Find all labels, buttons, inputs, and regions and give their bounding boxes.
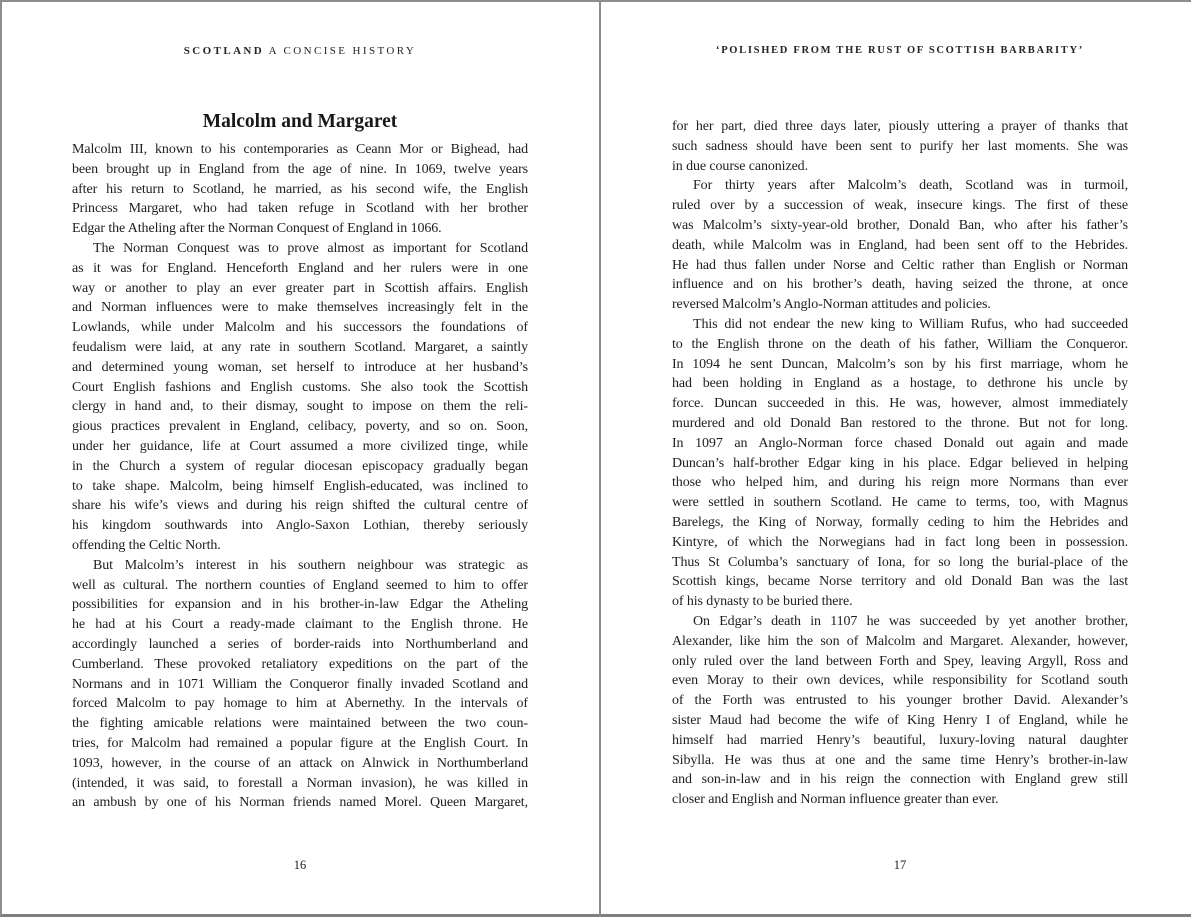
text-line: for her part, died three days later, piously uttering a prayer of thanks that — [672, 119, 1128, 134]
section-heading: Malcolm and Margaret — [202, 111, 398, 132]
text-line: clergy in hand and, to their dismay, sought to impose on them the reli- — [72, 399, 528, 415]
paragraph — [72, 140, 528, 239]
running-head-subtitle: A CONCISE HISTORY — [264, 45, 417, 57]
right-page — [672, 0, 1128, 917]
text-line: his kingdom southwards into Anglo-Saxon Lothian, thereby seriously — [72, 518, 528, 534]
text-line: Kintyre, of which the Norwegians had in fact long been in possession. — [672, 534, 1128, 550]
text-line: possibilities for expansion and in his brother-in-law Edgar the Atheling — [72, 597, 528, 613]
text-line: forced Malcolm to pay homage to him at Abernethy. In the intervals of — [72, 696, 528, 712]
text-line: and determined young woman, set herself to introduce at her husband’s — [72, 359, 528, 375]
text-line: Normans and in 1071 William the Conqueror finally invaded Scotland and — [72, 676, 528, 692]
text-line: For thirty years after Malcolm’s death, Scotland was in turmoil, — [693, 178, 1128, 194]
text-line: even Moray to their own devices, while responsibility for Scotland south — [672, 673, 1128, 689]
text-line: were settled in southern Scotland. He came to terms, too, with Magnus — [672, 495, 1128, 511]
text-line: He had thus fallen under Norse and Celtic rather than English or Norman — [672, 257, 1128, 273]
left-page — [72, 0, 528, 917]
text-line: as it was for England. Henceforth England and her rulers were in one — [72, 260, 528, 276]
text-line: Duncan’s half-brother Edgar king in his place. Edgar believed in helping — [672, 455, 1128, 471]
text-line: and Norman influences were to make themselves increasingly felt in the — [72, 300, 528, 316]
text-line: the fighting amicable relations were maintained between the two coun- — [72, 716, 528, 732]
text-line: On Edgar’s death in 1107 he was succeeded by yet another brother, — [693, 613, 1128, 629]
text-line: Scottish kings, became Norse territory and old Donald Ban was the last — [672, 574, 1128, 590]
text-line: way or another to play an ever greater part in Scottish affairs. English — [72, 280, 528, 296]
text-line: himself had married Henry’s beautiful, luxury-loving natural daughter — [672, 732, 1128, 748]
running-head-right: ‘POLISHED FROM THE RUST OF SCOTTISH BARBARITY’ — [716, 45, 1084, 56]
text-line: to take shape. Malcolm, being himself English-educated, was inclined to — [72, 478, 528, 494]
text-line: and son-in-law and in his reign the connection with England grew still — [672, 772, 1128, 788]
text-line: Malcolm III, known to his contemporaries as Ceann Mor or Bighead, had — [72, 142, 528, 157]
text-line: influence and on his brother’s death, having seized the throne, at once — [672, 277, 1128, 293]
text-line: tries, for Malcolm had remained a popular figure at the English Court. In — [72, 735, 528, 751]
running-head-left — [72, 45, 528, 57]
page-number-right: 17 — [893, 858, 907, 872]
text-line: he had at his Court a ready-made claimant to the English throne. He — [72, 617, 528, 633]
text-line: Cumberland. These provoked retaliatory expeditions on the part of the — [72, 656, 528, 672]
paragraph — [672, 315, 1128, 612]
text-line: feudalism were laid, at any rate in southern Scotland. Margaret, a saintly — [72, 339, 528, 355]
text-line: was Malcolm’s sixty-year-old brother, Donald Ban, who after his father’s — [672, 217, 1128, 233]
text-line: But Malcolm’s interest in his southern neighbour was strategic as — [93, 557, 528, 573]
right-page-body — [672, 117, 1128, 810]
text-line: well as cultural. The northern counties of England seemed to him to offer — [72, 577, 528, 593]
text-line: 1093, however, in the course of an attack on Alnwick in Northumberland — [72, 755, 528, 771]
text-line: (intended, it was said, to forestall a Norman invasion), he was killed in — [72, 775, 528, 791]
text-line: such sadness should have been sent to purify her last moments. She was — [672, 138, 1128, 154]
text-line: gious practices prevalent in England, celibacy, poverty, and so on. Soon, — [72, 419, 528, 435]
left-page-body — [72, 140, 528, 813]
text-line: Lowlands, while under Malcolm and his successors the foundations of — [72, 320, 528, 336]
text-line: force. Duncan succeeded in this. He was, however, almost immediately — [672, 396, 1128, 412]
text-line: an ambush by one of his Norman friends named Morel. Queen Margaret, — [72, 795, 528, 811]
text-line: ruled over by a succession of weak, insecure kings. The first of these — [672, 198, 1128, 214]
text-line: reversed Malcolm’s Anglo-Norman attitudes and policies. — [672, 297, 991, 313]
text-line: of the Forth was entrusted to his younger brother David. Alexander’s — [672, 693, 1128, 709]
text-line: Princess Margaret, who had taken refuge in Scotland with her brother — [72, 201, 528, 217]
text-line: death, while Malcolm was in England, had been sent off to the Hebrides. — [672, 237, 1128, 253]
text-line: accordingly launched a series of border-raids into Northumberland and — [72, 636, 528, 652]
text-line: sister Maud had become the wife of King Henry I of England, while he — [672, 712, 1128, 728]
text-line: in the Church a system of regular diocesan episcopacy gradually began — [72, 458, 528, 474]
text-line: of his dynasty to be buried there. — [672, 594, 853, 610]
text-line: to the English throne on the death of his father, William the Conqueror. — [672, 336, 1128, 352]
text-line: Alexander, like him the son of Malcolm and Margaret. Alexander, however, — [672, 633, 1128, 649]
page-gutter-divider — [599, 0, 601, 917]
text-line: only ruled over the land between Forth and Spey, leaving Argyll, Ross and — [672, 653, 1128, 669]
paragraph — [672, 176, 1128, 315]
paragraph — [72, 239, 528, 556]
text-line: under her guidance, life at Court assumed a more civilized tinge, while — [72, 438, 528, 454]
text-line: murdered and old Donald Ban restored to the throne. But not for long. — [672, 415, 1128, 431]
paragraph — [672, 117, 1128, 176]
text-line: those who helped him, and during his reign more Normans than ever — [672, 475, 1128, 491]
text-line: Thus St Columba’s sanctuary of Iona, for so long the burial-place of the — [672, 554, 1128, 570]
text-line: Court English fashions and English customs. She also took the Scottish — [72, 379, 528, 395]
text-line: This did not endear the new king to William Rufus, who had succeeded — [693, 316, 1128, 332]
running-head-book-title: SCOTLAND — [183, 45, 265, 57]
text-line: offending the Celtic North. — [72, 537, 221, 553]
text-line: Sibylla. He was thus at one and the same time Henry’s brother-in-law — [672, 752, 1128, 768]
page-number-left: 16 — [293, 858, 307, 872]
text-line: Barelegs, the King of Norway, formally ceding to him the Hebrides and — [672, 514, 1128, 530]
text-line: closer and English and Norman influence greater than ever. — [672, 792, 999, 808]
text-line: been brought up in England from the age of nine. In 1069, twelve years — [72, 161, 528, 177]
paragraph — [672, 612, 1128, 810]
text-line: after his return to Scotland, he married, as his second wife, the English — [72, 181, 528, 197]
text-line: In 1094 he sent Duncan, Malcolm’s son by his first marriage, whom he — [672, 356, 1128, 372]
text-line: Edgar the Atheling after the Norman Conquest of England in 1066. — [72, 221, 442, 237]
text-line: had been holding in England as a hostage, to dethrone his uncle by — [672, 376, 1128, 392]
text-line: share his wife’s views and during his reign shifted the cultural centre of — [72, 498, 528, 514]
paragraph — [72, 556, 528, 813]
text-line: in due course canonized. — [672, 158, 808, 174]
text-line: The Norman Conquest was to prove almost as important for Scotland — [93, 240, 528, 256]
text-line: In 1097 an Anglo-Norman force chased Donald out again and made — [672, 435, 1128, 451]
